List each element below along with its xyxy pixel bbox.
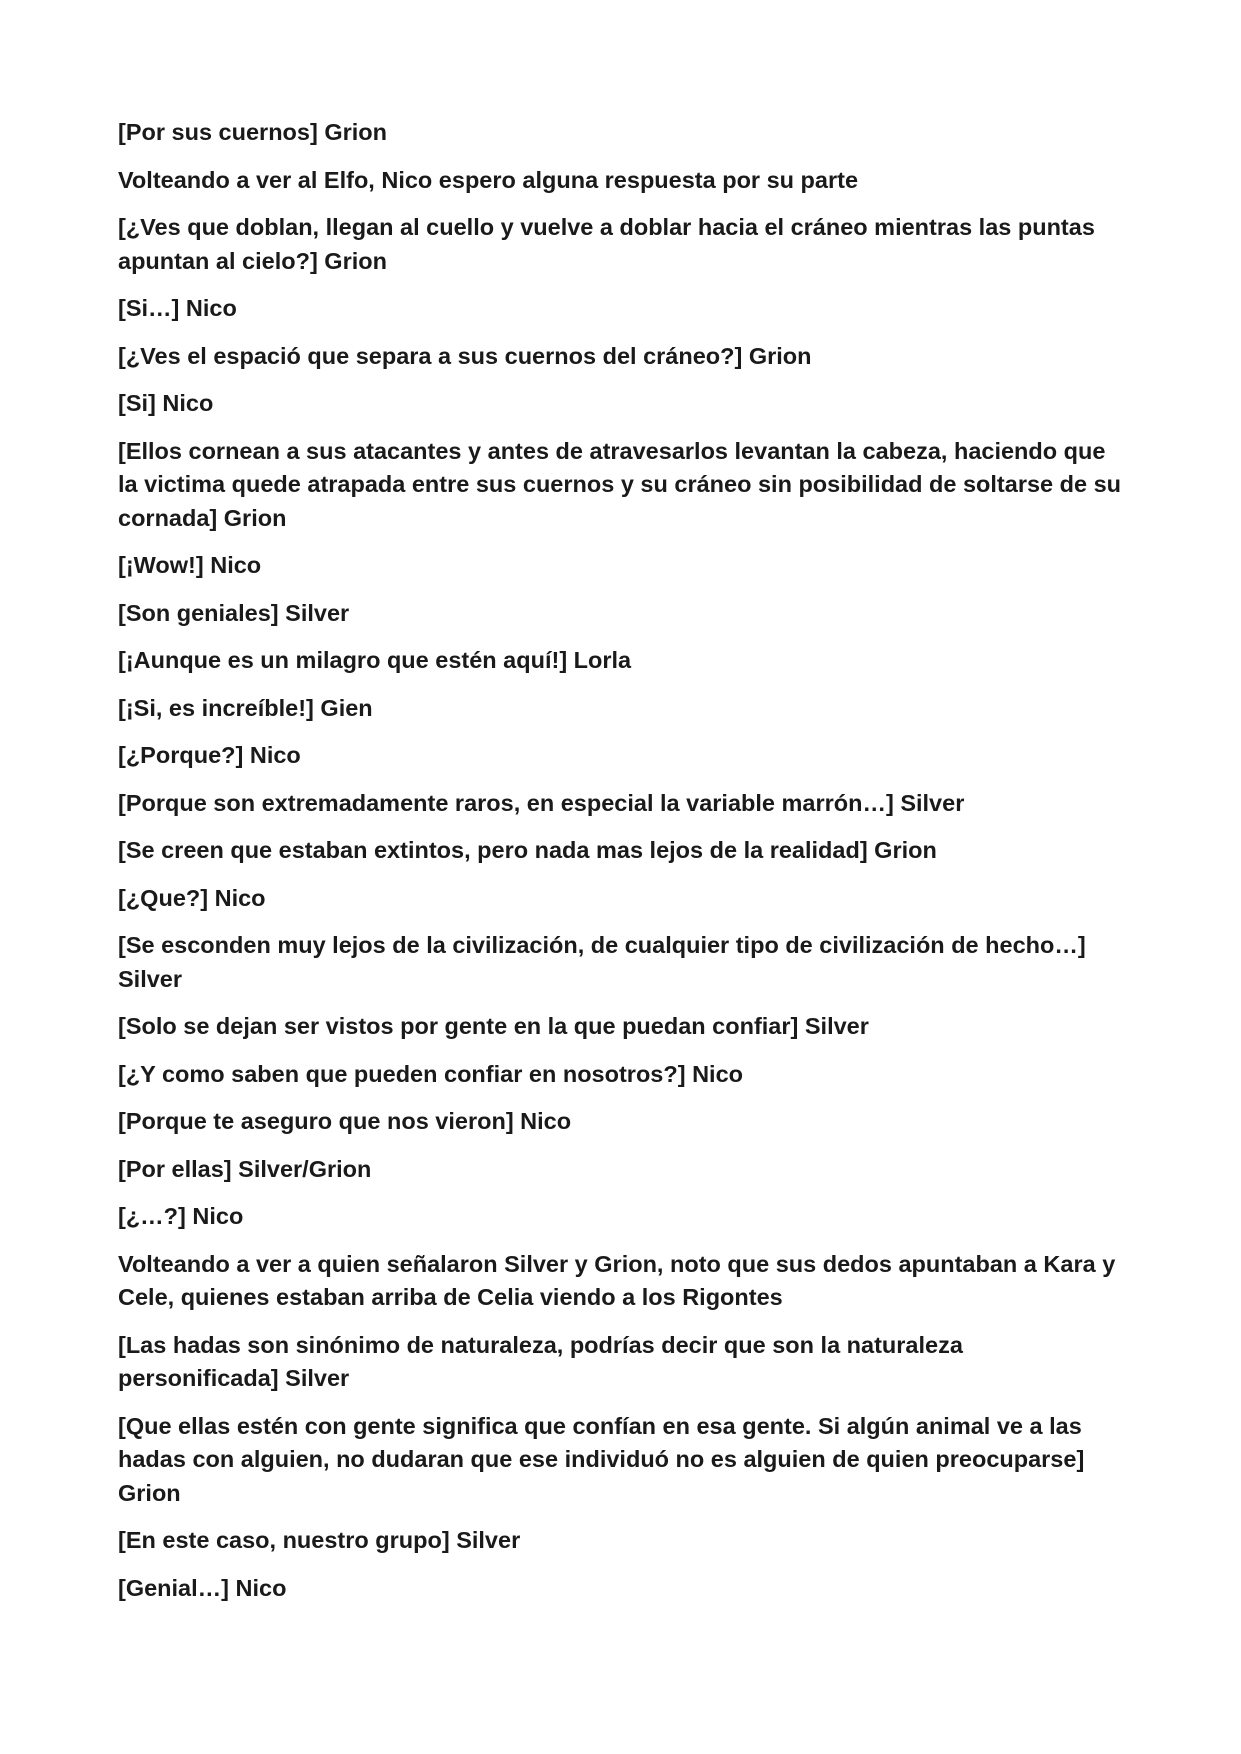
paragraph: [¡Si, es increíble!] Gien xyxy=(118,694,373,721)
paragraph: [¿Ves que doblan, llegan al cuello y vuelve a doblar hacia el cráneo mientras las puntas apuntan al cielo?] Grion xyxy=(118,214,1095,274)
paragraph: Volteando a ver al Elfo, Nico espero alguna respuesta por su parte xyxy=(118,166,859,193)
paragraph: [En este caso, nuestro grupo] Silver xyxy=(118,1527,521,1553)
paragraph: [¿…?] Nico xyxy=(118,1203,244,1229)
document-body xyxy=(118,116,1128,1619)
paragraph: [Si] Nico xyxy=(118,390,214,416)
paragraph: [Genial…] Nico xyxy=(118,1574,287,1601)
paragraph: [Porque te aseguro que nos vieron] Nico xyxy=(118,1108,572,1134)
paragraph: [¿Que?] Nico xyxy=(118,884,266,911)
paragraph: [Por sus cuernos] Grion xyxy=(118,119,387,145)
paragraph: [Se creen que estaban extintos, pero nada mas lejos de la realidad] Grion xyxy=(118,837,937,863)
paragraph: [Por ellas] Silver/Grion xyxy=(118,1155,372,1182)
paragraph: [Se esconden muy lejos de la civilización, de cualquier tipo de civilización de hecho…] Silver xyxy=(118,932,1086,992)
paragraph: [¿Ves el espació que separa a sus cuernos del cráneo?] Grion xyxy=(118,342,812,369)
paragraph: [¡Aunque es un milagro que estén aquí!] Lorla xyxy=(118,647,632,673)
paragraph: [Si…] Nico xyxy=(118,295,237,321)
paragraph: [Porque son extremadamente raros, en especial la variable marrón…] Silver xyxy=(118,789,965,816)
paragraph: Volteando a ver a quien señalaron Silver y Grion, noto que sus dedos apuntaban a Kara y Cele, quienes estaban arriba de Celia viendo a los Rigontes xyxy=(118,1250,1116,1310)
paragraph: [¿Y como saben que pueden confiar en nosotros?] Nico xyxy=(118,1060,743,1087)
paragraph: [Solo se dejan ser vistos por gente en la que puedan confiar] Silver xyxy=(118,1013,869,1039)
paragraph: [Ellos cornean a sus atacantes y antes de atravesarlos levantan la cabeza, haciendo que la victima quede atrapada entre sus cuernos y su cráneo sin posibilidad de soltarse de su cornada] Grion xyxy=(118,437,1122,531)
paragraph: [Que ellas estén con gente significa que confían en esa gente. Si algún animal ve a las hadas con alguien, no dudaran que ese individuó no es alguien de quien preocuparse] Grion xyxy=(118,1412,1085,1506)
paragraph: [¡Wow!] Nico xyxy=(118,552,262,578)
paragraph: [¿Porque?] Nico xyxy=(118,742,301,768)
paragraph: [Las hadas son sinónimo de naturaleza, podrías decir que son la naturaleza personificada] Silver xyxy=(118,1331,963,1391)
paragraph: [Son geniales] Silver xyxy=(118,599,350,626)
